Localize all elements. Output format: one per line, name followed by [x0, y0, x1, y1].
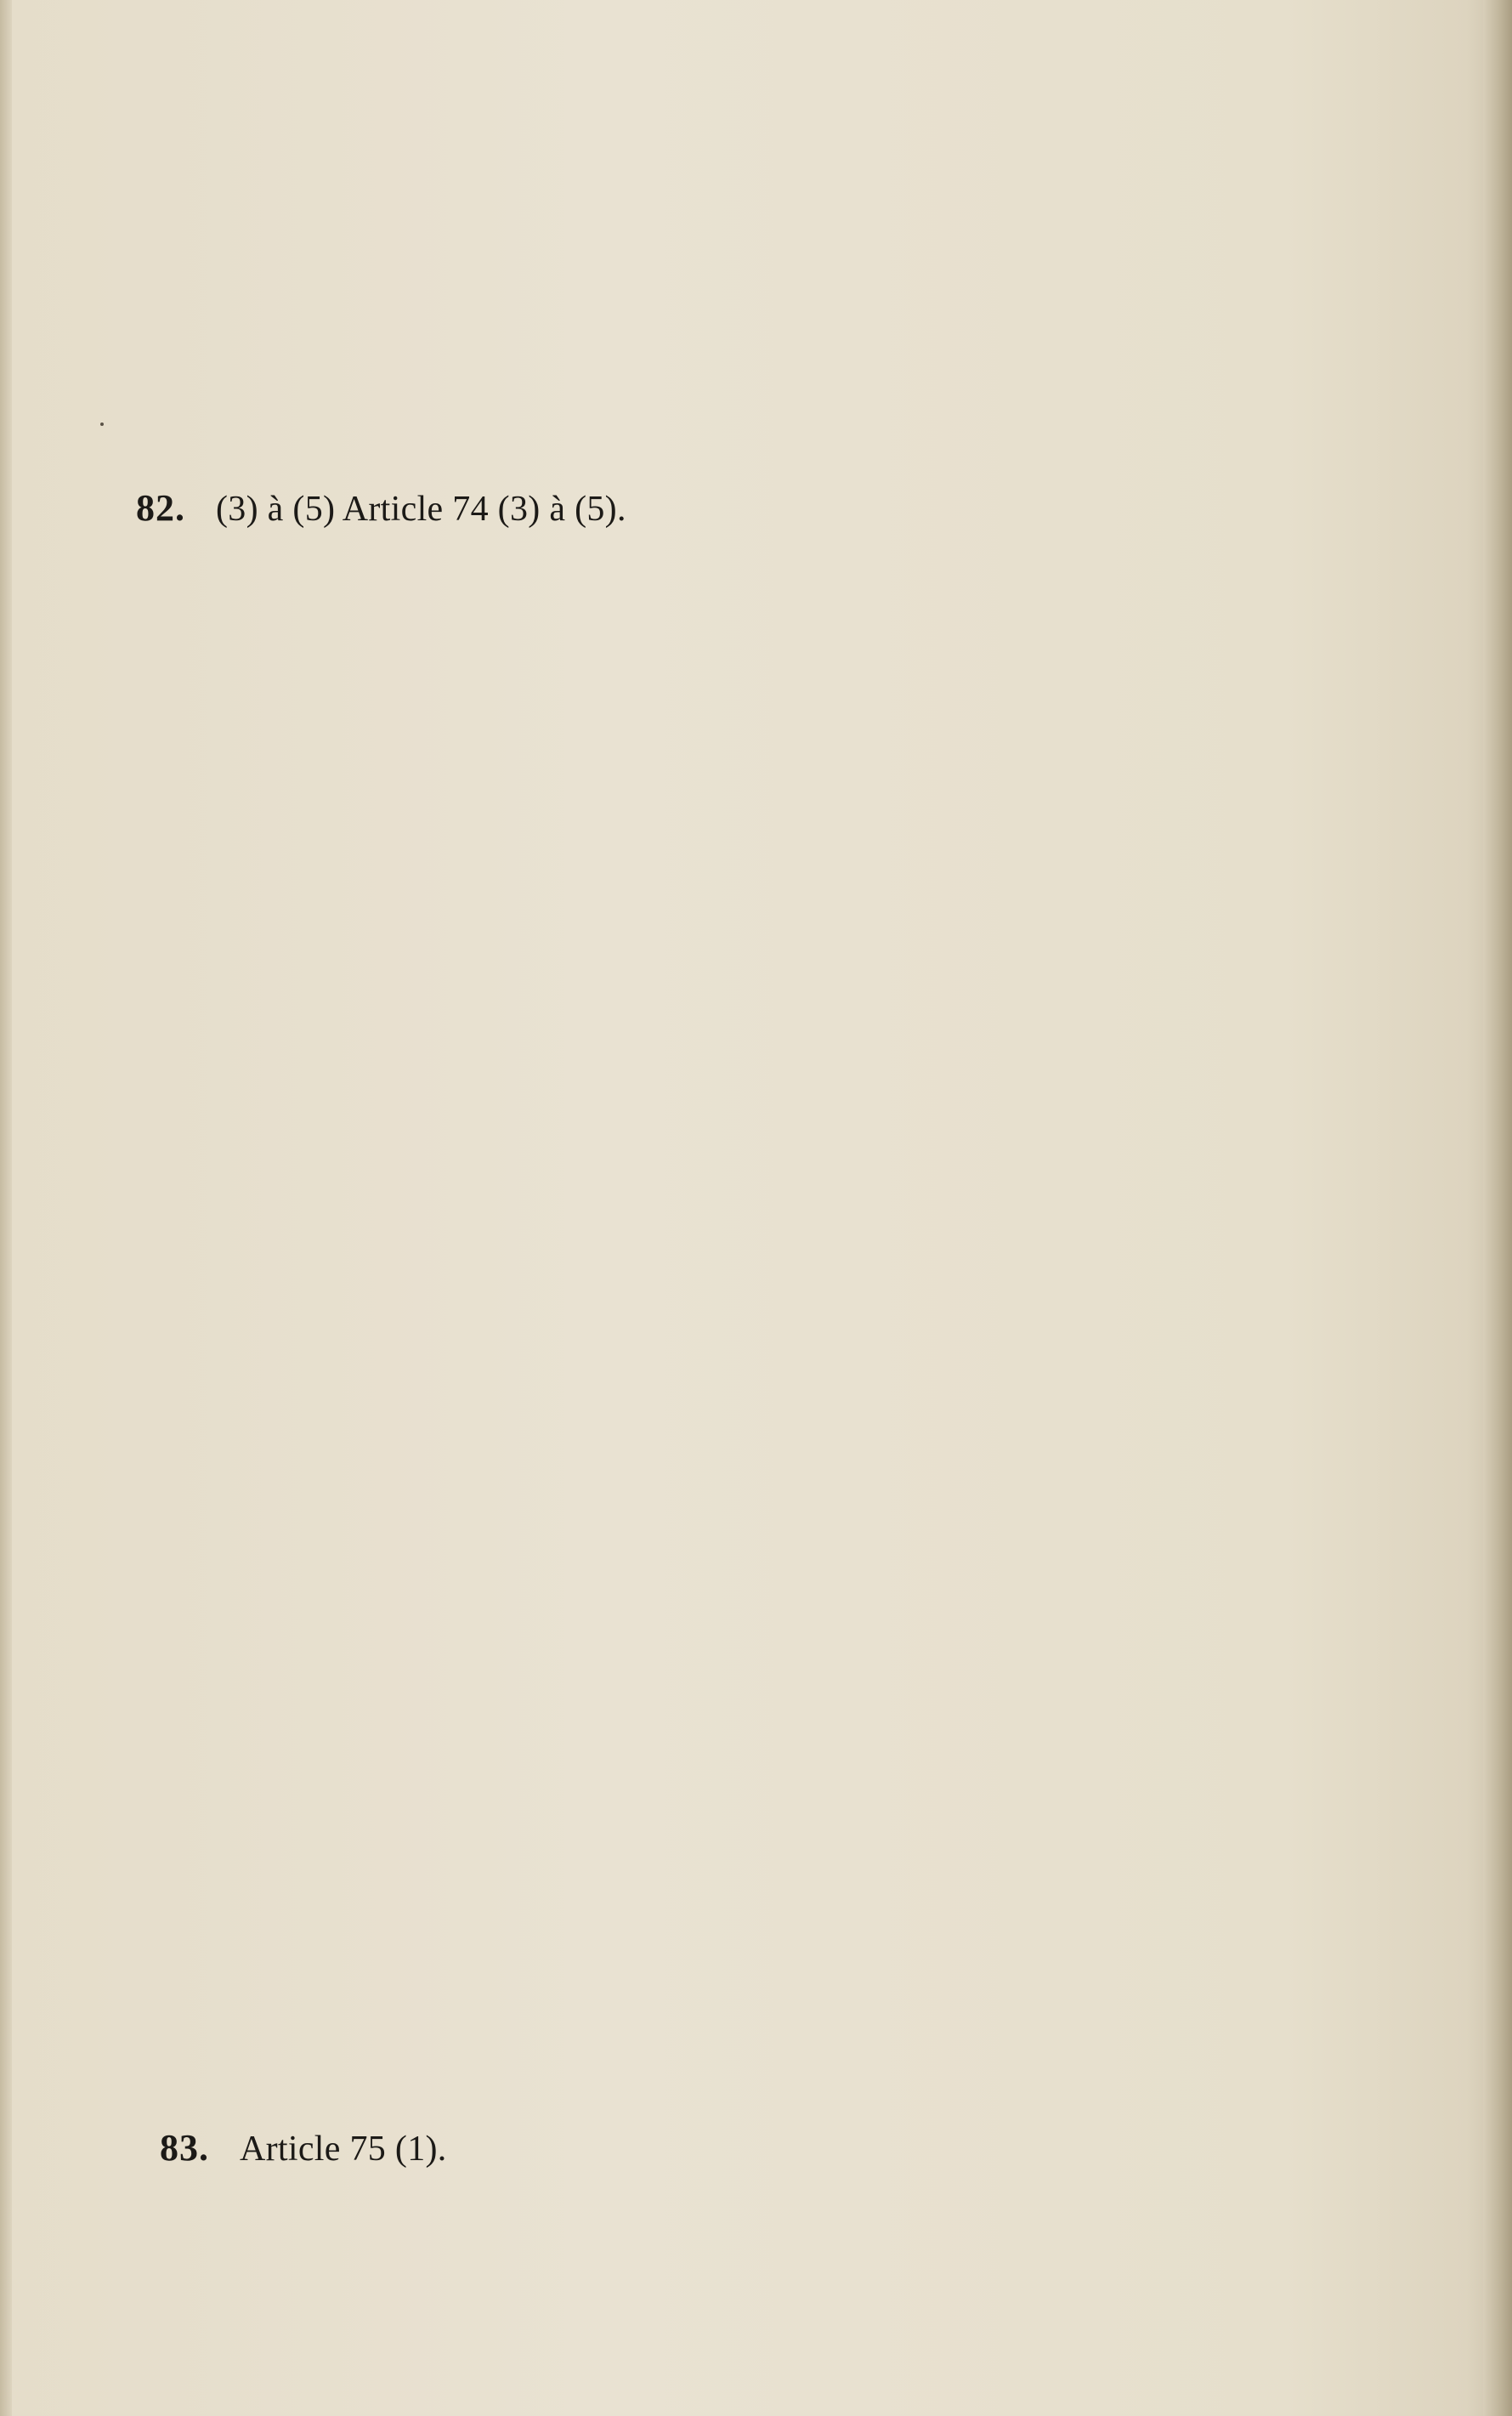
section-entry-83: [160, 2127, 447, 2170]
section-number: 82.: [136, 487, 185, 529]
section-text: Article 75 (1).: [240, 2130, 447, 2169]
section-entry-82: [136, 487, 626, 530]
page-right-edge: [1483, 0, 1512, 2416]
page-left-edge: [0, 0, 12, 2416]
section-text: (3) à (5) Article 74 (3) à (5).: [216, 490, 626, 529]
ink-speck: [100, 423, 104, 426]
section-number: 83.: [160, 2127, 209, 2169]
